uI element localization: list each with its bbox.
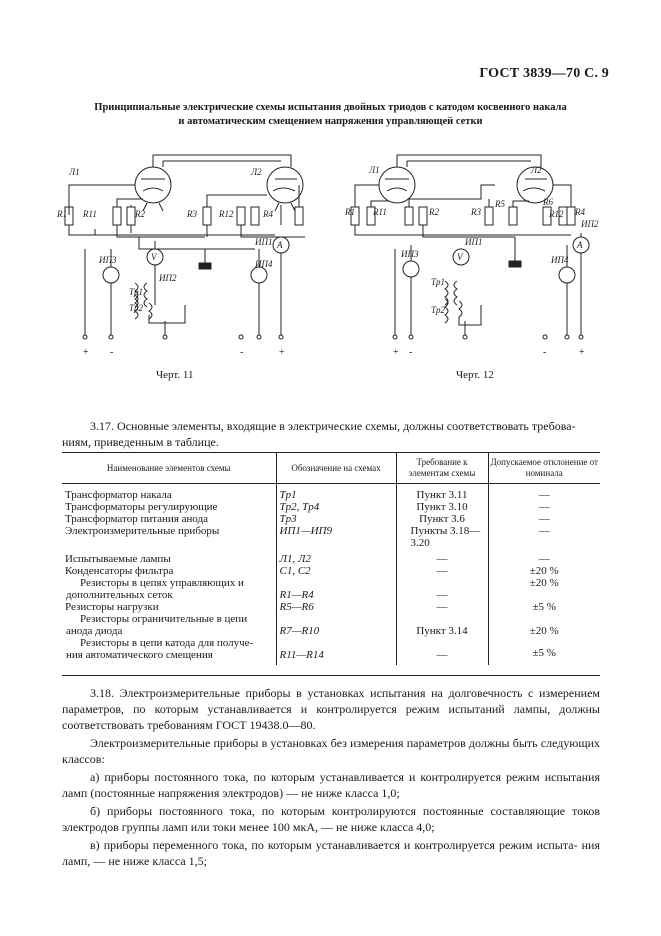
label-minus-b: - (240, 347, 244, 358)
label-plus-a: + (83, 347, 89, 358)
label-ip3: ИП3 (99, 255, 117, 265)
label-meter-a: A (277, 240, 283, 250)
label-l2: Л2 (531, 165, 542, 175)
cell-name: Электроизмерительные приборы (65, 525, 220, 537)
table-row (62, 637, 600, 665)
cell-tolerance: — (488, 513, 600, 525)
cell-tolerance: — (488, 549, 600, 565)
label-r2: R2 (429, 207, 439, 217)
header-requirement: Требование к элементам схемы (396, 453, 488, 484)
cell-tolerance: ±20 % (488, 565, 600, 577)
figure-title-line2: и автоматическим смещением напряжения управляющей сетки (178, 116, 483, 127)
table-row (62, 501, 600, 513)
label-r1: R1 (345, 207, 355, 217)
table-row (62, 565, 600, 577)
cell-requirement: Пункт 3.14 (396, 613, 488, 637)
cell-tolerance: — (488, 501, 600, 513)
cell-requirement: Пункт 3.11 (396, 484, 488, 502)
circuit-diagram-12 (345, 145, 605, 360)
label-tr1: Tp1 (431, 277, 446, 287)
label-r6: R6 (543, 197, 553, 207)
label-plus-a: + (393, 347, 399, 358)
label-ip3: ИП3 (401, 249, 419, 259)
cell-requirement: Пункт 3.10 (396, 501, 488, 513)
cell-tolerance: ±5 % (488, 637, 600, 665)
label-meter-a: A (577, 240, 583, 250)
cell-name: Трансформатор питания анода (65, 513, 209, 525)
cell-name: Резисторы в цепях управляющих и дополнительных сеток (66, 577, 244, 601)
cell-name: Трансформаторы регулирующие (65, 501, 218, 513)
label-ip1: ИП1 (465, 237, 483, 247)
paragraph-b: б) приборы постоянного тока, по которым контролируются постоянные составляющие токов электродов группы ламп или токи менее 100 мкА, — не ниже класса 4,0; (62, 804, 600, 834)
table-row (62, 601, 600, 613)
cell-symbol: Tp2, Tp4 (276, 501, 396, 513)
label-r5: R5 (495, 199, 505, 209)
label-ip2: ИП2 (581, 219, 599, 229)
label-r12: R12 (549, 209, 564, 219)
cell-requirement: — (396, 637, 488, 665)
label-r3: R3 (471, 207, 481, 217)
cell-symbol: ИП1—ИП9 (276, 525, 396, 549)
paragraph-317-line2: ниям, приведенным в таблице. (62, 435, 219, 449)
cell-requirement: — (396, 565, 488, 577)
cell-name: Трансформатор накала (65, 489, 172, 501)
circuit-diagram-11 (55, 145, 305, 360)
table-row (62, 513, 600, 525)
cell-tolerance: — (488, 525, 600, 549)
cell-requirement: — (396, 577, 488, 601)
cell-requirement: Пункт 3.6 (396, 513, 488, 525)
label-l2: Л2 (251, 167, 262, 177)
paragraph-318: 3.18. Электроизмерительные приборы в установках испытания на долговечность с измерением параметров, по которым устанавливается и контролируется режим испытаний лампы, должны соответствовать требованиям ГОСТ 19438.0—80. (62, 686, 600, 732)
label-ip4: ИП4 (255, 259, 273, 269)
cell-symbol: R1—R4 (276, 577, 396, 601)
label-minus-b: - (543, 347, 547, 358)
paragraph-c: в) приборы переменного тока, по которым устанавливается и контролируется режим испыта- ния ламп, — не ниже класса 1,5; (62, 838, 600, 868)
cell-symbol: Tp1 (276, 484, 396, 502)
figure-title-line1: Принципиальные электрические схемы испытания двойных триодов с катодом косвенного накала (94, 102, 567, 113)
table-row (62, 577, 600, 601)
paragraph-classes: Электроизмерительные приборы в установках без измерения параметров должны быть следующих классов: (62, 736, 600, 766)
label-r3: R3 (187, 209, 197, 219)
table-row (62, 525, 600, 549)
cell-name: Резисторы ограничительные в цепи анода диода (66, 613, 248, 637)
table-row (62, 549, 600, 565)
table-bottom-rule (62, 675, 600, 676)
cell-tolerance: ±20 % (488, 613, 600, 637)
label-l1: Л1 (69, 167, 80, 177)
cell-symbol: R11—R14 (276, 637, 396, 665)
header-symbol: Обозначение на схемах (276, 453, 396, 484)
label-tr1: Tp1 (129, 287, 144, 297)
cell-symbol: Tp3 (276, 513, 396, 525)
cell-name: Резисторы нагрузки (65, 601, 159, 613)
label-l1: Л1 (369, 165, 380, 175)
cell-requirement: — (396, 601, 488, 613)
cell-name: Испытываемые лампы (65, 553, 171, 565)
cell-symbol: Л1, Л2 (276, 549, 396, 565)
label-meter-v: V (457, 252, 463, 262)
label-r4: R4 (575, 207, 585, 217)
table-row (62, 613, 600, 637)
paragraph-a: а) приборы постоянного тока, по которым устанавливается и контролируется режим испытания ламп (постоянные напряжения электродов) — не ниже класса 1,0; (62, 770, 600, 800)
label-plus-b: + (579, 347, 585, 358)
table-row (62, 484, 600, 502)
cell-tolerance: ±20 % (488, 577, 600, 601)
header-name: Наименование элементов схемы (106, 462, 231, 473)
label-r1: R1 (57, 209, 67, 219)
paragraph-317-line1: 3.17. Основные элементы, входящие в электрические схемы, должны соответствовать требова- (90, 419, 576, 433)
label-ip4: ИП4 (551, 255, 569, 265)
page-header: ГОСТ 3839—70 С. 9 (479, 66, 609, 81)
label-r11: R11 (83, 209, 97, 219)
label-tr2: Tp2 (431, 305, 446, 315)
figure-title (60, 101, 601, 129)
label-tr2: Tp2 (129, 303, 144, 313)
label-minus-a: - (110, 347, 114, 358)
label-r12: R12 (219, 209, 234, 219)
cell-requirement: Пункты 3.18—3.20 (396, 525, 488, 549)
table-header-row (62, 453, 600, 484)
cell-symbol: C1, C2 (276, 565, 396, 577)
label-r4: R4 (263, 209, 273, 219)
cell-symbol: R7—R10 (276, 613, 396, 637)
cell-tolerance: — (488, 484, 600, 502)
cell-symbol: R5—R6 (276, 601, 396, 613)
label-minus-a: - (409, 347, 413, 358)
paragraph-317 (62, 418, 600, 450)
caption-12: Черт. 12 (456, 369, 494, 381)
caption-11: Черт. 11 (156, 369, 194, 381)
label-r2: R2 (135, 209, 145, 219)
label-ip2: ИП2 (159, 273, 177, 283)
cell-name: Резисторы в цепи катода для получе- ния автоматического смещения (66, 637, 254, 661)
cell-tolerance: ±5 % (488, 601, 600, 613)
elements-table (62, 452, 600, 665)
label-meter-v: V (151, 252, 157, 262)
label-plus-b: + (279, 347, 285, 358)
cell-name: Конденсаторы фильтра (65, 565, 174, 577)
label-r11: R11 (373, 207, 387, 217)
header-tolerance: Допускаемое отклонение от номинала (488, 453, 600, 484)
cell-requirement: — (396, 549, 488, 565)
label-ip1: ИП1 (255, 237, 273, 247)
